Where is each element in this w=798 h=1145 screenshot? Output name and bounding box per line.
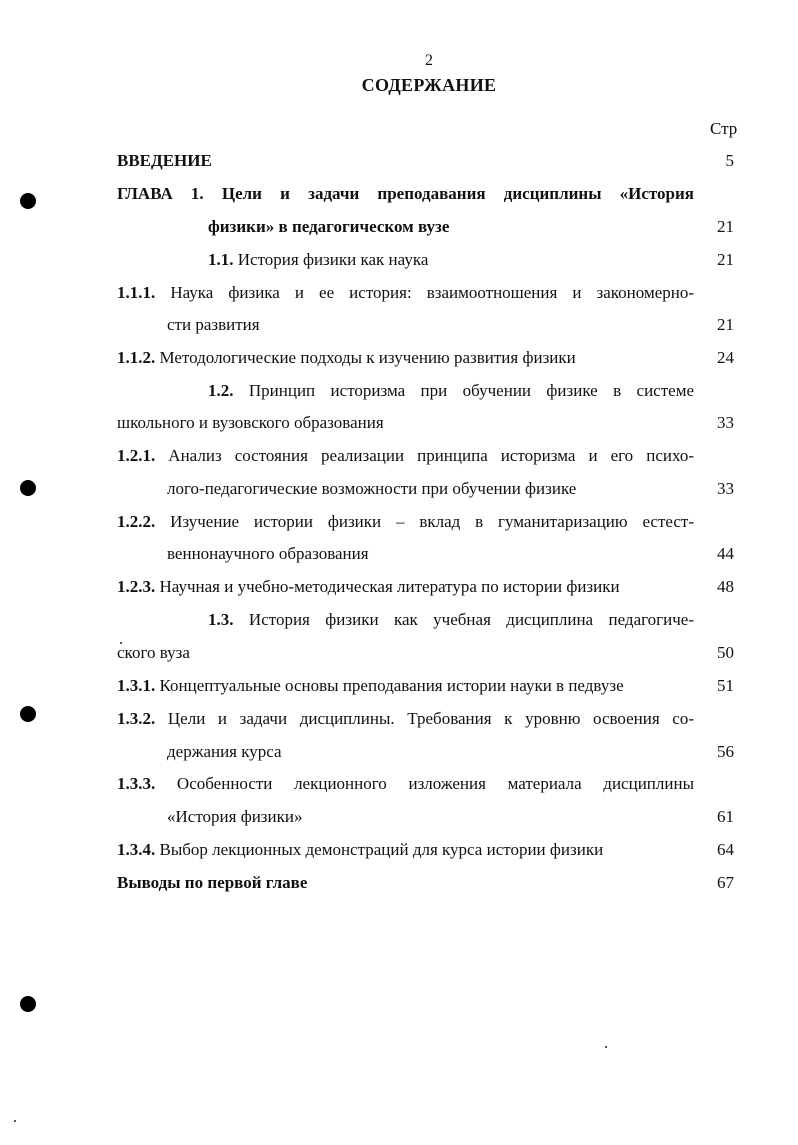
- toc-entry-1-3-4[interactable]: [117, 840, 603, 860]
- toc-page-number: 24: [717, 348, 734, 367]
- toc-entry-title: История физики как учебная дисциплина педагогиче-: [248, 610, 695, 629]
- toc-entry-title: Цели и задачи дисциплины. Требования к уровню освоения со-: [167, 709, 695, 728]
- toc-entry-1-3-1[interactable]: [117, 676, 624, 696]
- toc-entry-number: 1.2.1.: [117, 446, 156, 465]
- page-column-header: Стр: [710, 119, 738, 138]
- toc-entry-title: держания курса: [167, 742, 282, 761]
- toc-entry-number: 1.1.: [208, 250, 234, 269]
- toc-entry-title: Наука физика и ее история: взаимоотношения и закономерно-: [170, 283, 695, 302]
- toc-entry-1-1[interactable]: [208, 250, 428, 270]
- toc-entry-1-3-2[interactable]: [117, 709, 694, 729]
- toc-entry-title: Цели и задачи преподавания дисциплины «История: [221, 184, 695, 203]
- toc-entry-1-3[interactable]: [208, 610, 694, 630]
- toc-entry-title: Концептуальные основы преподавания истории науки в педвузе: [159, 676, 624, 695]
- toc-entry-1-3-cont: [117, 643, 190, 663]
- toc-entry-number: 1.3.2.: [117, 709, 156, 728]
- toc-entry-1-2-2[interactable]: [117, 512, 694, 532]
- toc-entry-number: 1.1.2.: [117, 348, 156, 367]
- scan-speck: [605, 1046, 607, 1048]
- toc-entry-1-3-2-cont: [167, 742, 282, 762]
- toc-entry-1-1-2[interactable]: [117, 348, 576, 368]
- toc-page-number: 33: [717, 479, 734, 498]
- toc-entry-conclusion[interactable]: [117, 873, 307, 893]
- toc-page-number: 21: [717, 250, 734, 269]
- toc-entry-1-1-1-cont: [167, 315, 260, 335]
- toc-entry-1-1-1[interactable]: [117, 283, 694, 303]
- toc-entry-number: 1.2.2.: [117, 512, 156, 531]
- toc-entry-1-3-3[interactable]: [117, 774, 694, 794]
- toc-page-number: 51: [717, 676, 734, 695]
- toc-page-number: 44: [717, 544, 734, 563]
- toc-entry-1-2-3[interactable]: [117, 577, 620, 597]
- toc-entry-1-2[interactable]: [208, 381, 694, 401]
- toc-page-number: 21: [717, 217, 734, 236]
- toc-entry-intro[interactable]: [117, 151, 212, 171]
- toc-entry-number: 1.2.3.: [117, 577, 156, 596]
- toc-entry-1-3-3-cont: [167, 807, 302, 827]
- toc-entry-1-2-cont: [117, 413, 384, 433]
- toc-page-number: 5: [725, 151, 734, 170]
- toc-entry-title: «История физики»: [167, 807, 303, 826]
- toc-entry-1-2-1-cont: [167, 479, 576, 499]
- toc-entry-title: История физики как наука: [237, 250, 429, 269]
- toc-entry-chapter-1[interactable]: [117, 184, 694, 204]
- toc-entry-title: Изучение истории физики – вклад в гуманитаризацию естест-: [170, 512, 695, 531]
- page-title: СОДЕРЖАНИЕ: [361, 75, 497, 95]
- toc-entry-label: Выводы по первой главе: [117, 873, 308, 892]
- toc-entry-number: 1.3.3.: [117, 774, 156, 793]
- binder-hole: [20, 996, 36, 1012]
- binder-hole: [20, 480, 36, 496]
- toc-entry-title: Выбор лекционных демонстраций для курса истории физики: [159, 840, 604, 859]
- toc-page-number: 61: [717, 807, 734, 826]
- scan-speck: [14, 1120, 16, 1122]
- toc-page-number: 64: [717, 840, 734, 859]
- toc-entry-title: лого-педагогические возможности при обучении физике: [167, 479, 577, 498]
- toc-entry-number: ГЛАВА 1.: [117, 184, 204, 203]
- toc-entry-1-2-2-cont: [167, 544, 369, 564]
- toc-entry-title: физики» в педагогическом вузе: [208, 217, 450, 236]
- toc-entry-number: 1.2.: [208, 381, 234, 400]
- toc-entry-number: 1.3.4.: [117, 840, 156, 859]
- toc-entry-title: Методологические подходы к изучению развития физики: [159, 348, 576, 367]
- toc-entry-number: 1.3.1.: [117, 676, 156, 695]
- toc-entry-1-2-1[interactable]: [117, 446, 694, 466]
- toc-page-number: 50: [717, 643, 734, 662]
- binder-hole: [20, 193, 36, 209]
- toc-entry-title: Принцип историзма при обучении физике в системе: [248, 381, 694, 400]
- toc-entry-title: Анализ состояния реализации принципа историзма и его психо-: [168, 446, 694, 465]
- binder-hole: [20, 706, 36, 722]
- toc-entry-label: ВВЕДЕНИЕ: [117, 151, 212, 170]
- toc-entry-title: веннонаучного образования: [167, 544, 369, 563]
- toc-entry-title: Научная и учебно-методическая литература по истории физики: [159, 577, 620, 596]
- toc-entry-title: Особенности лекционного изложения материала дисциплины: [176, 774, 694, 793]
- toc-page-number: 48: [717, 577, 734, 596]
- toc-entry-title: сти развития: [167, 315, 260, 334]
- toc-entry-number: 1.1.1.: [117, 283, 156, 302]
- toc-page-number: 67: [717, 873, 734, 892]
- toc-entry-chapter-1-cont: [208, 217, 449, 237]
- toc-entry-title: ского вуза: [117, 643, 190, 662]
- toc-entry-title: школьного и вузовского образования: [117, 413, 384, 432]
- page-number: 2: [425, 52, 433, 69]
- toc-page-number: 21: [717, 315, 734, 334]
- toc-page-number: 33: [717, 413, 734, 432]
- toc-entry-number: 1.3.: [208, 610, 234, 629]
- toc-page-number: 56: [717, 742, 734, 761]
